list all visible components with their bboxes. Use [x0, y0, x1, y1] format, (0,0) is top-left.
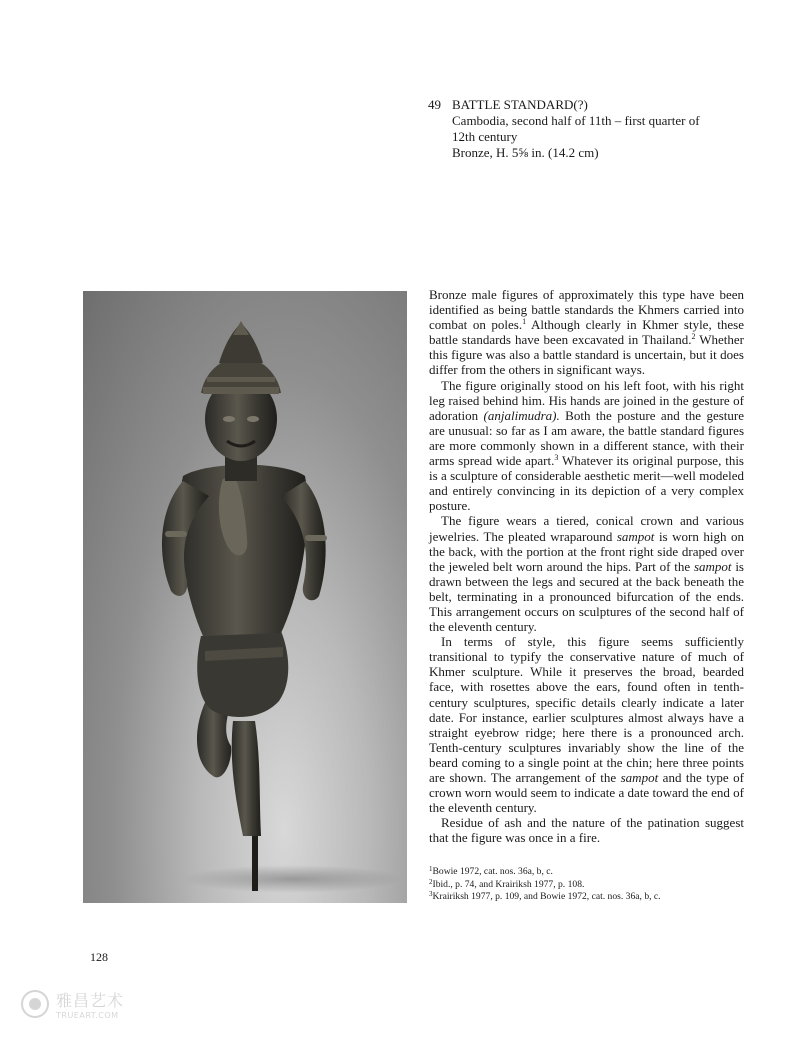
- watermark-logo-icon: [20, 989, 50, 1019]
- footnote-mark: 1: [429, 865, 433, 873]
- entry-origin-line-1: Cambodia, second half of 11th – first quarter of: [452, 113, 700, 128]
- sculpture-photograph: [83, 291, 407, 903]
- paragraph-2: [429, 378, 744, 514]
- footnote-ref-3: 3: [554, 453, 559, 463]
- paragraph-3-text-a: The figure wears a tiered, conical crown and various jewelries. The pleated wraparound: [429, 513, 744, 544]
- paragraph-1-text-b: Although clearly in Khmer style, these battle standards have been excavated in Thailand.: [429, 317, 744, 348]
- term-anjalimudra: (anjalimudra).: [483, 407, 560, 423]
- term-sampot: sampot: [620, 770, 659, 785]
- entry-origin-line-2: 12th century: [452, 129, 518, 144]
- footnote-text: Ibid., p. 74, and Krairiksh 1977, p. 108.: [432, 878, 585, 890]
- watermark-text-cn: 雅昌艺术: [56, 991, 125, 1010]
- watermark-text-en: TRUEART.COM: [56, 1011, 119, 1020]
- entry-number: 49: [428, 97, 441, 112]
- footnote-text: Bowie 1972, cat. nos. 36a, b, c.: [432, 866, 553, 877]
- watermark: [20, 988, 124, 1020]
- footnote-3: [429, 891, 749, 904]
- paragraph-5: Residue of ash and the nature of the patination suggest that the figure was once in a fire.: [429, 815, 744, 846]
- paragraph-3-text-b: is worn high on the back, with the portion at the front right side draped over the jeweled belt worn around the hips. Part of the: [429, 528, 744, 574]
- paragraph-3: [429, 513, 744, 634]
- footnote-ref-2: 2: [691, 332, 696, 342]
- paragraph-2-text-a: The figure originally stood on his left foot, with his right leg raised behind him. His hands are joined in the gesture of adoration: [429, 377, 744, 423]
- paragraph-1-text-a: Bronze male figures of approximately this type have been identified as being battle standards the Khmers carried into combat on poles.: [429, 287, 744, 333]
- footnote-1: [429, 866, 749, 879]
- paragraph-4: [429, 634, 744, 815]
- footnote-2: [429, 879, 749, 892]
- term-sampot: sampot: [616, 528, 655, 544]
- footnote-ref-1: 1: [522, 317, 527, 327]
- paragraph-3-text-c: is drawn between the legs and secured at the back beneath the belt, terminating in a pronounced bifurcation of the ends. This arrangement occurs on sculptures of the second half of the eleventh century.: [429, 558, 744, 635]
- paragraph-1: [429, 287, 744, 378]
- page-number: 128: [90, 950, 108, 964]
- footnote-text: Krairiksh 1977, p. 109, and Bowie 1972, cat. nos. 36a, b, c.: [432, 891, 661, 902]
- entry-title: BATTLE STANDARD(?): [452, 97, 588, 112]
- paragraph-4-text-a: In terms of style, this figure seems sufficiently transitional to typify the conservative nature of much of Khmer sculpture. While it preserves the broad, bearded face, with rosettes above the ears, found often in tenth-century sculptures, specific details clearly indicate a later date. For instance, earlier sculptures almost always have a straight eyebrow ridge; here there is a pronounced arch. Tenth-century sculptures invariably show the line of the beard coming to a single point at the chin; here three points are shown. The arrangement of the: [429, 634, 744, 785]
- catalogue-entry-heading: [428, 97, 748, 161]
- catalogue-essay: [429, 287, 744, 845]
- footnote-mark: 2: [429, 877, 433, 886]
- bronze-figure-image: [83, 291, 407, 903]
- paragraph-1-text-c: Whether this figure was also a battle standard is uncertain, but it does differ from the others in significant ways.: [429, 332, 744, 378]
- paragraph-2-text-c: Whatever its original purpose, this is a sculpture of considerable aesthetic merit—well modeled and entirely convincing in its depiction of a very complex posture.: [429, 453, 744, 514]
- footnote-mark: 3: [429, 890, 433, 898]
- entry-material: Bronze, H. 5⅝ in. (14.2 cm): [452, 145, 599, 160]
- paragraph-2-text-b: Both the posture and the gesture are unusual: so far as I am aware, the battle standard figures are more commonly shown in a different stance, with their arms spread wide apart.: [429, 407, 744, 469]
- footnotes: [429, 866, 749, 904]
- paragraph-4-text-b: and the type of crown worn would seem to indicate a date toward the end of the eleventh century.: [429, 770, 744, 816]
- term-sampot: sampot: [693, 558, 732, 574]
